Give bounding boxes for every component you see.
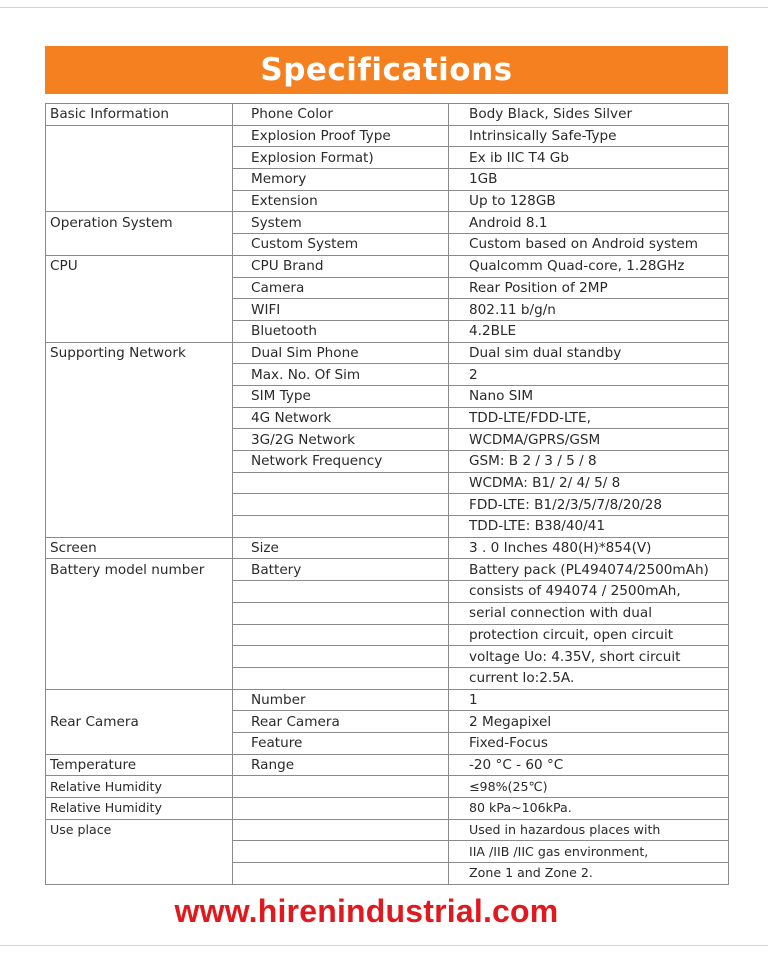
value-cell: Qualcomm Quad-core, 1.28GHz — [449, 255, 729, 277]
page-title: Specifications — [260, 52, 513, 88]
value-cell: WCDMA/GPRS/GSM — [449, 429, 729, 451]
category-cell — [46, 841, 233, 863]
table-row — [46, 342, 729, 364]
property-cell: 4G Network — [233, 407, 449, 429]
value-cell: voltage Uo: 4.35V, short circuit — [449, 646, 729, 668]
property-cell — [233, 624, 449, 646]
value-cell: serial connection with dual — [449, 602, 729, 624]
website-url: www.hirenindustrial.com — [174, 893, 559, 929]
property-cell: Dual Sim Phone — [233, 342, 449, 364]
value-cell: FDD-LTE: B1/2/3/5/7/8/20/28 — [449, 494, 729, 516]
value-cell: -20 °C - 60 °C — [449, 754, 729, 776]
property-cell: Battery — [233, 559, 449, 581]
property-cell: Size — [233, 537, 449, 559]
specifications-banner — [45, 46, 728, 94]
value-cell: 1GB — [449, 169, 729, 191]
table-row — [46, 798, 729, 820]
value-cell: 3 . 0 Inches 480(H)*854(V) — [449, 537, 729, 559]
table-row — [46, 104, 729, 126]
table-row — [46, 537, 729, 559]
value-cell: 1 — [449, 689, 729, 711]
category-cell — [46, 602, 233, 624]
property-cell: Explosion Format) — [233, 147, 449, 169]
table-row — [46, 147, 729, 169]
value-cell: Up to 128GB — [449, 190, 729, 212]
table-row — [46, 255, 729, 277]
category-cell — [46, 169, 233, 191]
value-cell: Intrinsically Safe-Type — [449, 125, 729, 147]
property-cell — [233, 581, 449, 603]
table-row — [46, 841, 729, 863]
value-cell: consists of 494074 / 2500mAh, — [449, 581, 729, 603]
table-row — [46, 212, 729, 234]
value-cell: Fixed-Focus — [449, 732, 729, 754]
value-cell: current Io:2.5A. — [449, 667, 729, 689]
value-cell: ≤98%(25℃) — [449, 776, 729, 798]
property-cell — [233, 667, 449, 689]
property-cell — [233, 776, 449, 798]
value-cell: Used in hazardous places with — [449, 819, 729, 841]
category-cell — [46, 299, 233, 321]
category-cell — [46, 125, 233, 147]
category-cell — [46, 190, 233, 212]
property-cell — [233, 841, 449, 863]
specifications-table — [45, 103, 729, 885]
category-cell: CPU — [46, 255, 233, 277]
property-cell: Network Frequency — [233, 451, 449, 473]
table-row — [46, 429, 729, 451]
value-cell: Custom based on Android system — [449, 234, 729, 256]
category-cell — [46, 516, 233, 538]
category-cell: Battery model number — [46, 559, 233, 581]
top-rule — [0, 7, 768, 8]
value-cell: 2 Megapixel — [449, 711, 729, 733]
value-cell: 4.2BLE — [449, 320, 729, 342]
category-cell — [46, 277, 233, 299]
table-row — [46, 819, 729, 841]
category-cell — [46, 147, 233, 169]
category-cell — [46, 407, 233, 429]
table-row — [46, 190, 729, 212]
table-row — [46, 472, 729, 494]
category-cell — [46, 320, 233, 342]
property-cell: Rear Camera — [233, 711, 449, 733]
table-row — [46, 320, 729, 342]
value-cell: Dual sim dual standby — [449, 342, 729, 364]
category-cell: Basic Information — [46, 104, 233, 126]
property-cell: Range — [233, 754, 449, 776]
table-row — [46, 494, 729, 516]
category-cell — [46, 581, 233, 603]
table-row — [46, 277, 729, 299]
property-cell: Bluetooth — [233, 320, 449, 342]
property-cell: 3G/2G Network — [233, 429, 449, 451]
category-cell — [46, 646, 233, 668]
value-cell: TDD-LTE/FDD-LTE, — [449, 407, 729, 429]
value-cell: 802.11 b/g/n — [449, 299, 729, 321]
category-cell — [46, 234, 233, 256]
table-row — [46, 624, 729, 646]
table-row — [46, 234, 729, 256]
table-row — [46, 602, 729, 624]
category-cell: Supporting Network — [46, 342, 233, 364]
category-cell — [46, 494, 233, 516]
category-cell: Relative Humidity — [46, 776, 233, 798]
category-cell — [46, 472, 233, 494]
value-cell: 80 kPa~106kPa. — [449, 798, 729, 820]
value-cell: TDD-LTE: B38/40/41 — [449, 516, 729, 538]
value-cell: protection circuit, open circuit — [449, 624, 729, 646]
value-cell: Ex ib IIC T4 Gb — [449, 147, 729, 169]
property-cell: Camera — [233, 277, 449, 299]
table-row — [46, 407, 729, 429]
property-cell: Phone Color — [233, 104, 449, 126]
property-cell — [233, 516, 449, 538]
property-cell: Custom System — [233, 234, 449, 256]
value-cell: Android 8.1 — [449, 212, 729, 234]
value-cell: Zone 1 and Zone 2. — [449, 863, 729, 885]
table-row — [46, 169, 729, 191]
table-row — [46, 863, 729, 885]
property-cell: WIFI — [233, 299, 449, 321]
table-row — [46, 364, 729, 386]
category-cell — [46, 451, 233, 473]
property-cell: Number — [233, 689, 449, 711]
value-cell: IIA /IIB /IIC gas environment, — [449, 841, 729, 863]
category-cell: Rear Camera — [46, 689, 233, 754]
category-cell: Use place — [46, 819, 233, 841]
value-cell: Rear Position of 2MP — [449, 277, 729, 299]
table-row — [46, 125, 729, 147]
table-row — [46, 559, 729, 581]
table-row — [46, 299, 729, 321]
property-cell: Memory — [233, 169, 449, 191]
property-cell: CPU Brand — [233, 255, 449, 277]
table-row — [46, 667, 729, 689]
category-cell: Operation System — [46, 212, 233, 234]
property-cell — [233, 863, 449, 885]
table-row — [46, 754, 729, 776]
category-cell: Temperature — [46, 754, 233, 776]
category-cell — [46, 429, 233, 451]
category-cell — [46, 624, 233, 646]
property-cell — [233, 602, 449, 624]
property-cell: Extension — [233, 190, 449, 212]
property-cell: Feature — [233, 732, 449, 754]
property-cell — [233, 646, 449, 668]
table-row — [46, 776, 729, 798]
value-cell: WCDMA: B1/ 2/ 4/ 5/ 8 — [449, 472, 729, 494]
category-cell — [46, 863, 233, 885]
property-cell — [233, 494, 449, 516]
table-row — [46, 451, 729, 473]
category-cell: Screen — [46, 537, 233, 559]
property-cell — [233, 798, 449, 820]
value-cell: 2 — [449, 364, 729, 386]
property-cell: System — [233, 212, 449, 234]
table-row — [46, 581, 729, 603]
category-cell: Relative Humidity — [46, 798, 233, 820]
value-cell: Body Black, Sides Silver — [449, 104, 729, 126]
property-cell: Max. No. Of Sim — [233, 364, 449, 386]
category-cell — [46, 385, 233, 407]
value-cell: GSM: B 2 / 3 / 5 / 8 — [449, 451, 729, 473]
table-row — [46, 385, 729, 407]
property-cell: SIM Type — [233, 385, 449, 407]
bottom-rule — [0, 945, 768, 946]
category-cell — [46, 667, 233, 689]
category-cell — [46, 364, 233, 386]
property-cell: Explosion Proof Type — [233, 125, 449, 147]
value-cell: Nano SIM — [449, 385, 729, 407]
table-row — [46, 646, 729, 668]
value-cell: Battery pack (PL494074/2500mAh) — [449, 559, 729, 581]
table-row — [46, 516, 729, 538]
property-cell — [233, 472, 449, 494]
table-row — [46, 689, 729, 711]
property-cell — [233, 819, 449, 841]
